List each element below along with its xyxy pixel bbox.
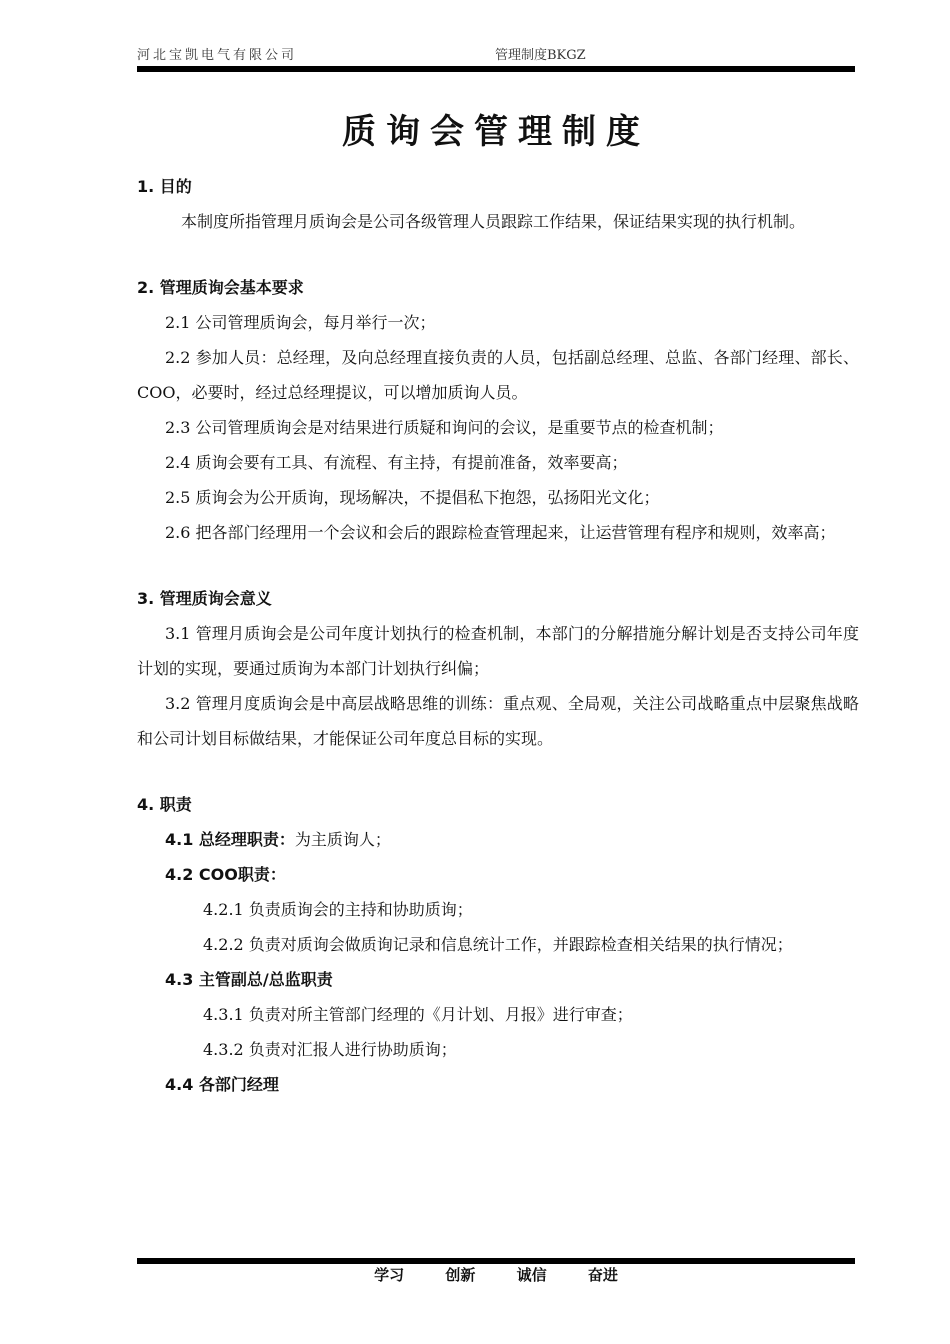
section-4-heading: 4. 职责 [137,795,192,814]
item-2-6: 2.6 把各部门经理用一个会议和会后的跟踪检查管理起来，让运营管理有程序和规则，效率高； [165,523,836,542]
footer-word-4: 奋进 [587,1266,618,1284]
section-2-heading: 2. 管理质询会基本要求 [137,278,304,297]
page-footer [137,1264,855,1285]
item-2-3: 2.3 公司管理质询会是对结果进行质疑和询问的会议，是重要节点的检查机制； [165,418,724,437]
item-2-4: 2.4 质询会要有工具、有流程、有主持，有提前准备，效率要高； [165,453,628,472]
item-4-1-label: 4.1 总经理职责： [165,830,295,849]
item-4-3-2: 4.3.2 负责对汇报人进行协助质询； [203,1040,457,1059]
item-2-2: 2.2 参加人员：总经理，及向总经理直接负责的人员，包括副总经理、总监、各部门经理、部长、COO，必要时，经过总经理提议，可以增加质询人员。 [137,348,859,402]
item-4-2-1: 4.2.1 负责质询会的主持和协助质询； [203,900,473,919]
footer-word-2: 创新 [445,1266,476,1284]
item-3-2: 3.2 管理月度质询会是中高层战略思维的训练：重点观、全局观，关注公司战略重点中层聚焦战略和公司计划目标做结果，才能保证公司年度总目标的实现。 [137,694,859,748]
item-4-2-2: 4.2.2 负责对质询会做质询记录和信息统计工作，并跟踪检查相关结果的执行情况； [203,935,793,954]
item-4-1 [137,822,859,857]
footer-word-3: 诚信 [516,1266,547,1284]
item-2-5: 2.5 质询会为公开质询，现场解决，不提倡私下抱怨，弘扬阳光文化； [165,488,660,507]
item-3-1: 3.1 管理月质询会是公司年度计划执行的检查机制，本部门的分解措施分解计划是否支持公司年度计划的实现，要通过质询为本部门计划执行纠偏； [137,624,859,678]
item-4-1-text: 为主质询人； [294,830,391,849]
section-1-paragraph: 本制度所指管理月质询会是公司各级管理人员跟踪工作结果，保证结果实现的执行机制。 [181,212,806,231]
item-4-4-label: 4.4 各部门经理 [165,1075,279,1094]
page-header [137,44,855,64]
footer-word-1: 学习 [374,1266,405,1284]
header-company: 河北宝凯电气有限公司 [137,48,298,63]
item-4-3-label: 4.3 主管副总/总监职责 [165,970,333,989]
header-rule [137,66,855,72]
section-1-heading: 1. 目的 [137,177,192,196]
item-4-2-label: 4.2 COO职责： [165,865,286,884]
section-3-heading: 3. 管理质询会意义 [137,589,272,608]
document-title: 质询会管理制度 [342,112,650,152]
item-2-1: 2.1 公司管理质询会，每月举行一次； [165,313,436,332]
item-4-3-1: 4.3.1 负责对所主管部门经理的《月计划、月报》进行审查； [203,1005,633,1024]
header-doc-number: 管理制度BKGZ [495,48,586,63]
document-body [137,170,859,1102]
